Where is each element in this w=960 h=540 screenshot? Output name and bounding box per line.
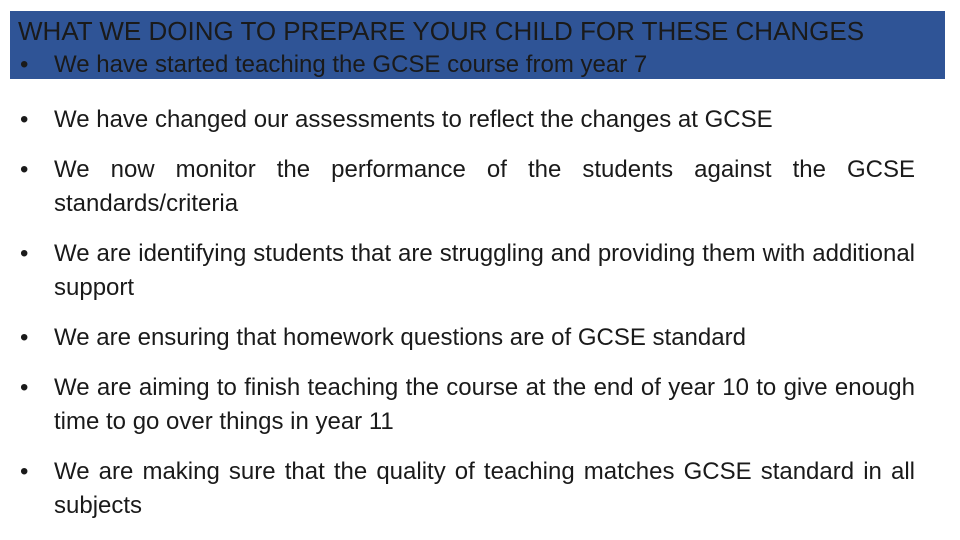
- bullet-marker: •: [20, 324, 29, 351]
- bullet-text-3: We now monitor the performance of the students against the GCSE standards/criteria: [54, 156, 915, 217]
- bullet-text-6: We are aiming to finish teaching the course at the end of year 10 to give enough time to go over things in year 11: [54, 374, 915, 435]
- bullet-item-4: [20, 237, 915, 305]
- bullet-marker: •: [20, 374, 29, 401]
- bullet-marker: •: [20, 156, 29, 183]
- slide-title: WHAT WE DOING TO PREPARE YOUR CHILD FOR THESE CHANGES: [18, 16, 865, 46]
- bullet-marker: •: [20, 458, 29, 485]
- bullet-item-2: [20, 103, 915, 137]
- bullet-marker: •: [20, 106, 29, 133]
- bullet-text-5: We are ensuring that homework questions are of GCSE standard: [54, 324, 746, 351]
- bullet-marker: •: [20, 240, 29, 267]
- bullet-item-3: [20, 153, 915, 221]
- bullet-text-7: We are making sure that the quality of teaching matches GCSE standard in all subjects: [54, 458, 915, 519]
- bullet-item-1: [20, 48, 915, 82]
- bullet-item-5: [20, 321, 915, 355]
- bullet-item-7: [20, 455, 915, 523]
- bullet-item-6: [20, 371, 915, 439]
- bullet-text-2: We have changed our assessments to reflect the changes at GCSE: [54, 106, 773, 133]
- bullet-text-4: We are identifying students that are struggling and providing them with additional support: [54, 240, 915, 301]
- bullet-text-1: We have started teaching the GCSE course from year 7: [54, 51, 648, 78]
- bullet-marker: •: [20, 51, 29, 78]
